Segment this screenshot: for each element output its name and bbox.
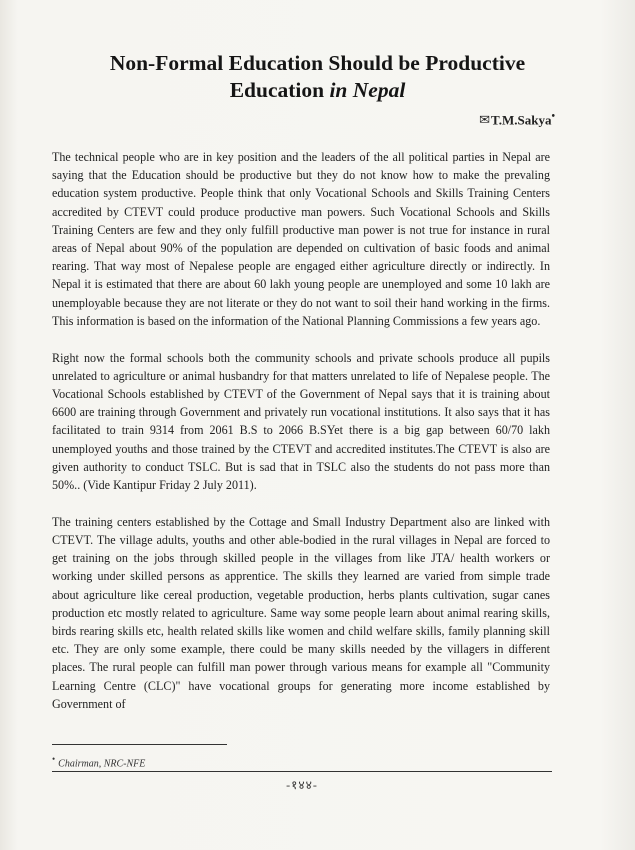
footnote-divider	[52, 744, 227, 745]
paragraph-2: Right now the formal schools both the community schools and private schools produce all pupils unrelated to agriculture or animal husbandry for that matters unrelated to life of Nepalese people. The Vocational Schools established by CTEVT of the Government of Nepal says that it is training about 6600 are training through Government and privately run vocational institutions. It also says that it has facilitated to train 9314 from 2061 B.S to 2066 B.SYet there is a big gap between 60/70 lakh unemployed youths and those trained by the CTEVT and accredited institutes.The CTEVT is also are given authority to conduct TSLC. But is sad that in TSLC also the students do not pass more than 50%.. (Vide Kantipur Friday 2 July 2011).	[52, 350, 550, 493]
page-number: -१४४-	[286, 778, 318, 792]
title-line-2-italic: in Nepal	[329, 78, 406, 102]
author-byline	[479, 111, 555, 128]
paragraph-1: The technical people who are in key position and the leaders of the all political parties in Nepal are saying that the Education should be productive but they do not know how to make the prevaling education system productive. People think that only Vocational Schools and Skills Training Centers accredited by CTEVT could produce productive man powers. Such Vocational Schools and Skills Training Centers are few and they only fulfill productive man power is not true for instance in rural areas of Nepal about 90% of the population are depended on cultivation of basic foods and animal rearing. That way most of Nepalese people are engaged either agriculture directly or indirectly. In Nepal it is estimated that there are about 60 lakh young people are unemployed and some 10 lakh are unemployable because they are not literate or they do not want to soil their hand working in the firms. This information is based on the information of the National Planning Commissions a few years ago.	[52, 150, 550, 328]
footnote-text: Chairman, NRC-NFE	[58, 758, 146, 770]
author-mark-icon: ✉	[479, 112, 491, 128]
article-title	[40, 50, 595, 104]
footnote-marker: •	[52, 754, 56, 764]
title-line-2-plain: Education	[229, 78, 330, 102]
article-body	[52, 148, 550, 732]
title-line-1: Non-Formal Education Should be Productive	[109, 51, 526, 75]
page-footer-rule	[52, 771, 552, 772]
paragraph-3: The training centers established by the Cottage and Small Industry Department also are linked with CTEVT. The village adults, youths and other able-bodied in the rural villages in Nepal are forced to get training on the jobs through skilled people in the villages from like JTA/ health workers or working under skilled persons as apprentice. The skills they learned are varied from simple trade about agriculture like cereal production, vegetable production, herbs plants cultivation, sugar canes production etc mostly related to agriculture. Same way some people learn about animal rearing skills, birds rearing skills etc, health related skills like women and child welfare skills, family planning skill etc. They are only some example, there could be many skills needed by the villagers in different places. The rural people can fulfill man power through various means for example all "Community Learning Centre (CLC)" have vocational groups for generating more income established by Government of	[52, 514, 550, 711]
title-line-2	[40, 77, 595, 104]
footnote	[52, 754, 145, 769]
author-name: T.M.Sakya	[491, 112, 552, 128]
author-footnote-marker: •	[551, 111, 555, 122]
